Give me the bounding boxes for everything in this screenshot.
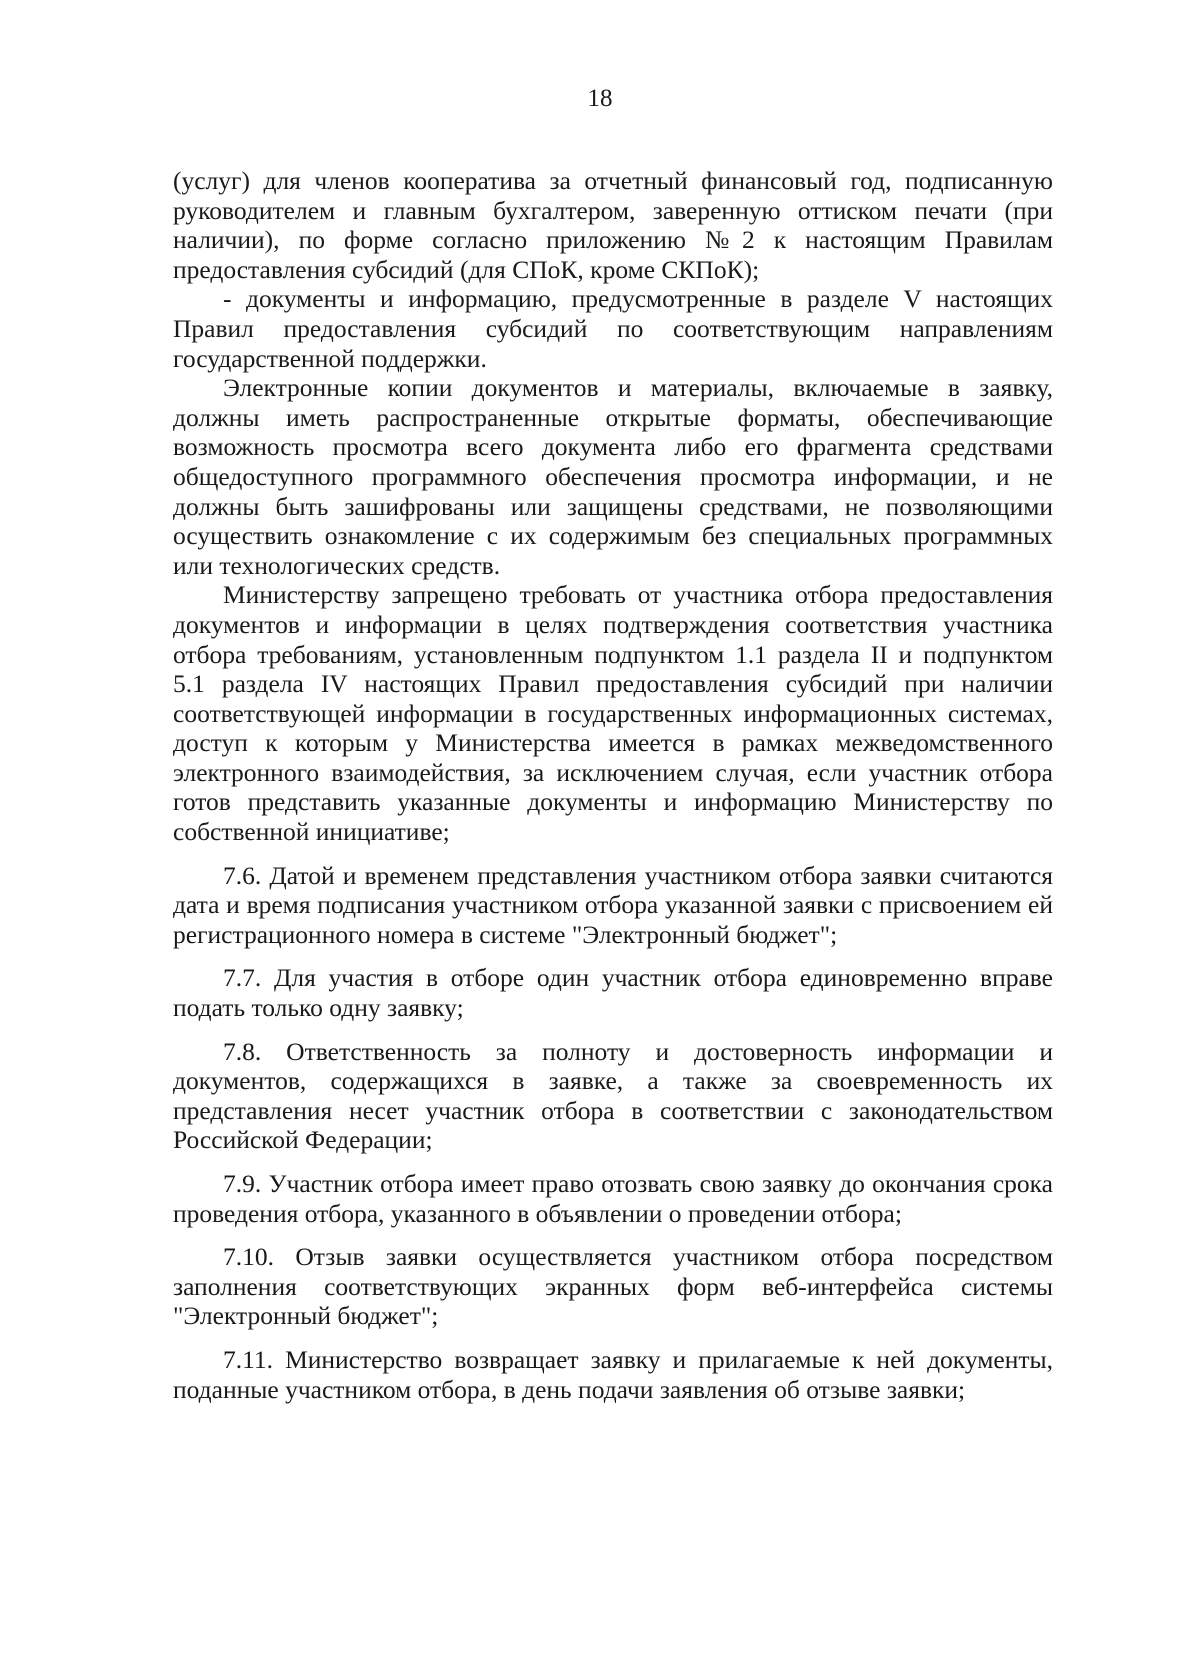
- document-body: [173, 166, 1053, 1404]
- paragraph-continuation: (услуг) для членов кооператива за отчетный финансовый год, подписанную руководителем и главным бухгалтером, заверенную оттиском печати (при наличии), по форме согласно приложению №2 к настоящим Правилам предоставления субсидий (для СПоК, кроме СКПоК);: [173, 166, 1053, 284]
- paragraph-7-9: 7.9. Участник отбора имеет право отозвать свою заявку до окончания срока проведения отбора, указанного в объявлении о проведении отбора;: [173, 1169, 1053, 1228]
- paragraph-documents-list-item: - документы и информацию, предусмотренные в разделе V настоящих Правил предоставления субсидий по соответствующим направлениям государственной поддержки.: [173, 284, 1053, 373]
- paragraph-ministry-prohibition: Министерству запрещено требовать от участника отбора предоставления документов и информации в целях подтверждения соответствия участника отбора требованиям, установленным подпунктом 1.1 раздела II и подпунктом 5.1 раздела IV настоящих Правил предоставления субсидий при наличии соответствующей информации в государственных информационных системах, доступ к которым у Министерства имеется в рамках межведомственного электронного взаимодействия, за исключением случая, если участник отбора готов представить указанные документы и информацию Министерству по собственной инициативе;: [173, 580, 1053, 847]
- paragraph-7-6: 7.6. Датой и временем представления участником отбора заявки считаются дата и время подписания участником отбора указанной заявки с присвоением ей регистрационного номера в системе "Электронный бюджет";: [173, 860, 1053, 949]
- paragraph-7-7: 7.7. Для участия в отборе один участник отбора единовременно вправе подать только одну заявку;: [173, 963, 1053, 1023]
- paragraph-electronic-copies: Электронные копии документов и материалы, включаемые в заявку, должны иметь распространенные открытые форматы, обеспечивающие возможность просмотра всего документа либо его фрагмента средствами общедоступного программного обеспечения просмотра информации, и не должны быть зашифрованы или защищены средствами, не позволяющими осуществить ознакомление с их содержимым без специальных программных или технологических средств.: [173, 373, 1053, 580]
- paragraph-7-11: 7.11. Министерство возвращает заявку и прилагаемые к ней документы, поданные участником отбора, в день подачи заявления об отзыве заявки;: [173, 1344, 1053, 1404]
- page-number: 18: [587, 85, 613, 112]
- paragraph-7-8: 7.8. Ответственность за полноту и достоверность информации и документов, содержащихся в заявке, а также за своевременность их представления несет участник отбора в соответствии с законодательством Российской Федерации;: [173, 1036, 1053, 1155]
- paragraph-7-10: 7.10. Отзыв заявки осуществляется участником отбора посредством заполнения соответствующих экранных форм веб-интерфейса системы "Электронный бюджет";: [173, 1242, 1053, 1331]
